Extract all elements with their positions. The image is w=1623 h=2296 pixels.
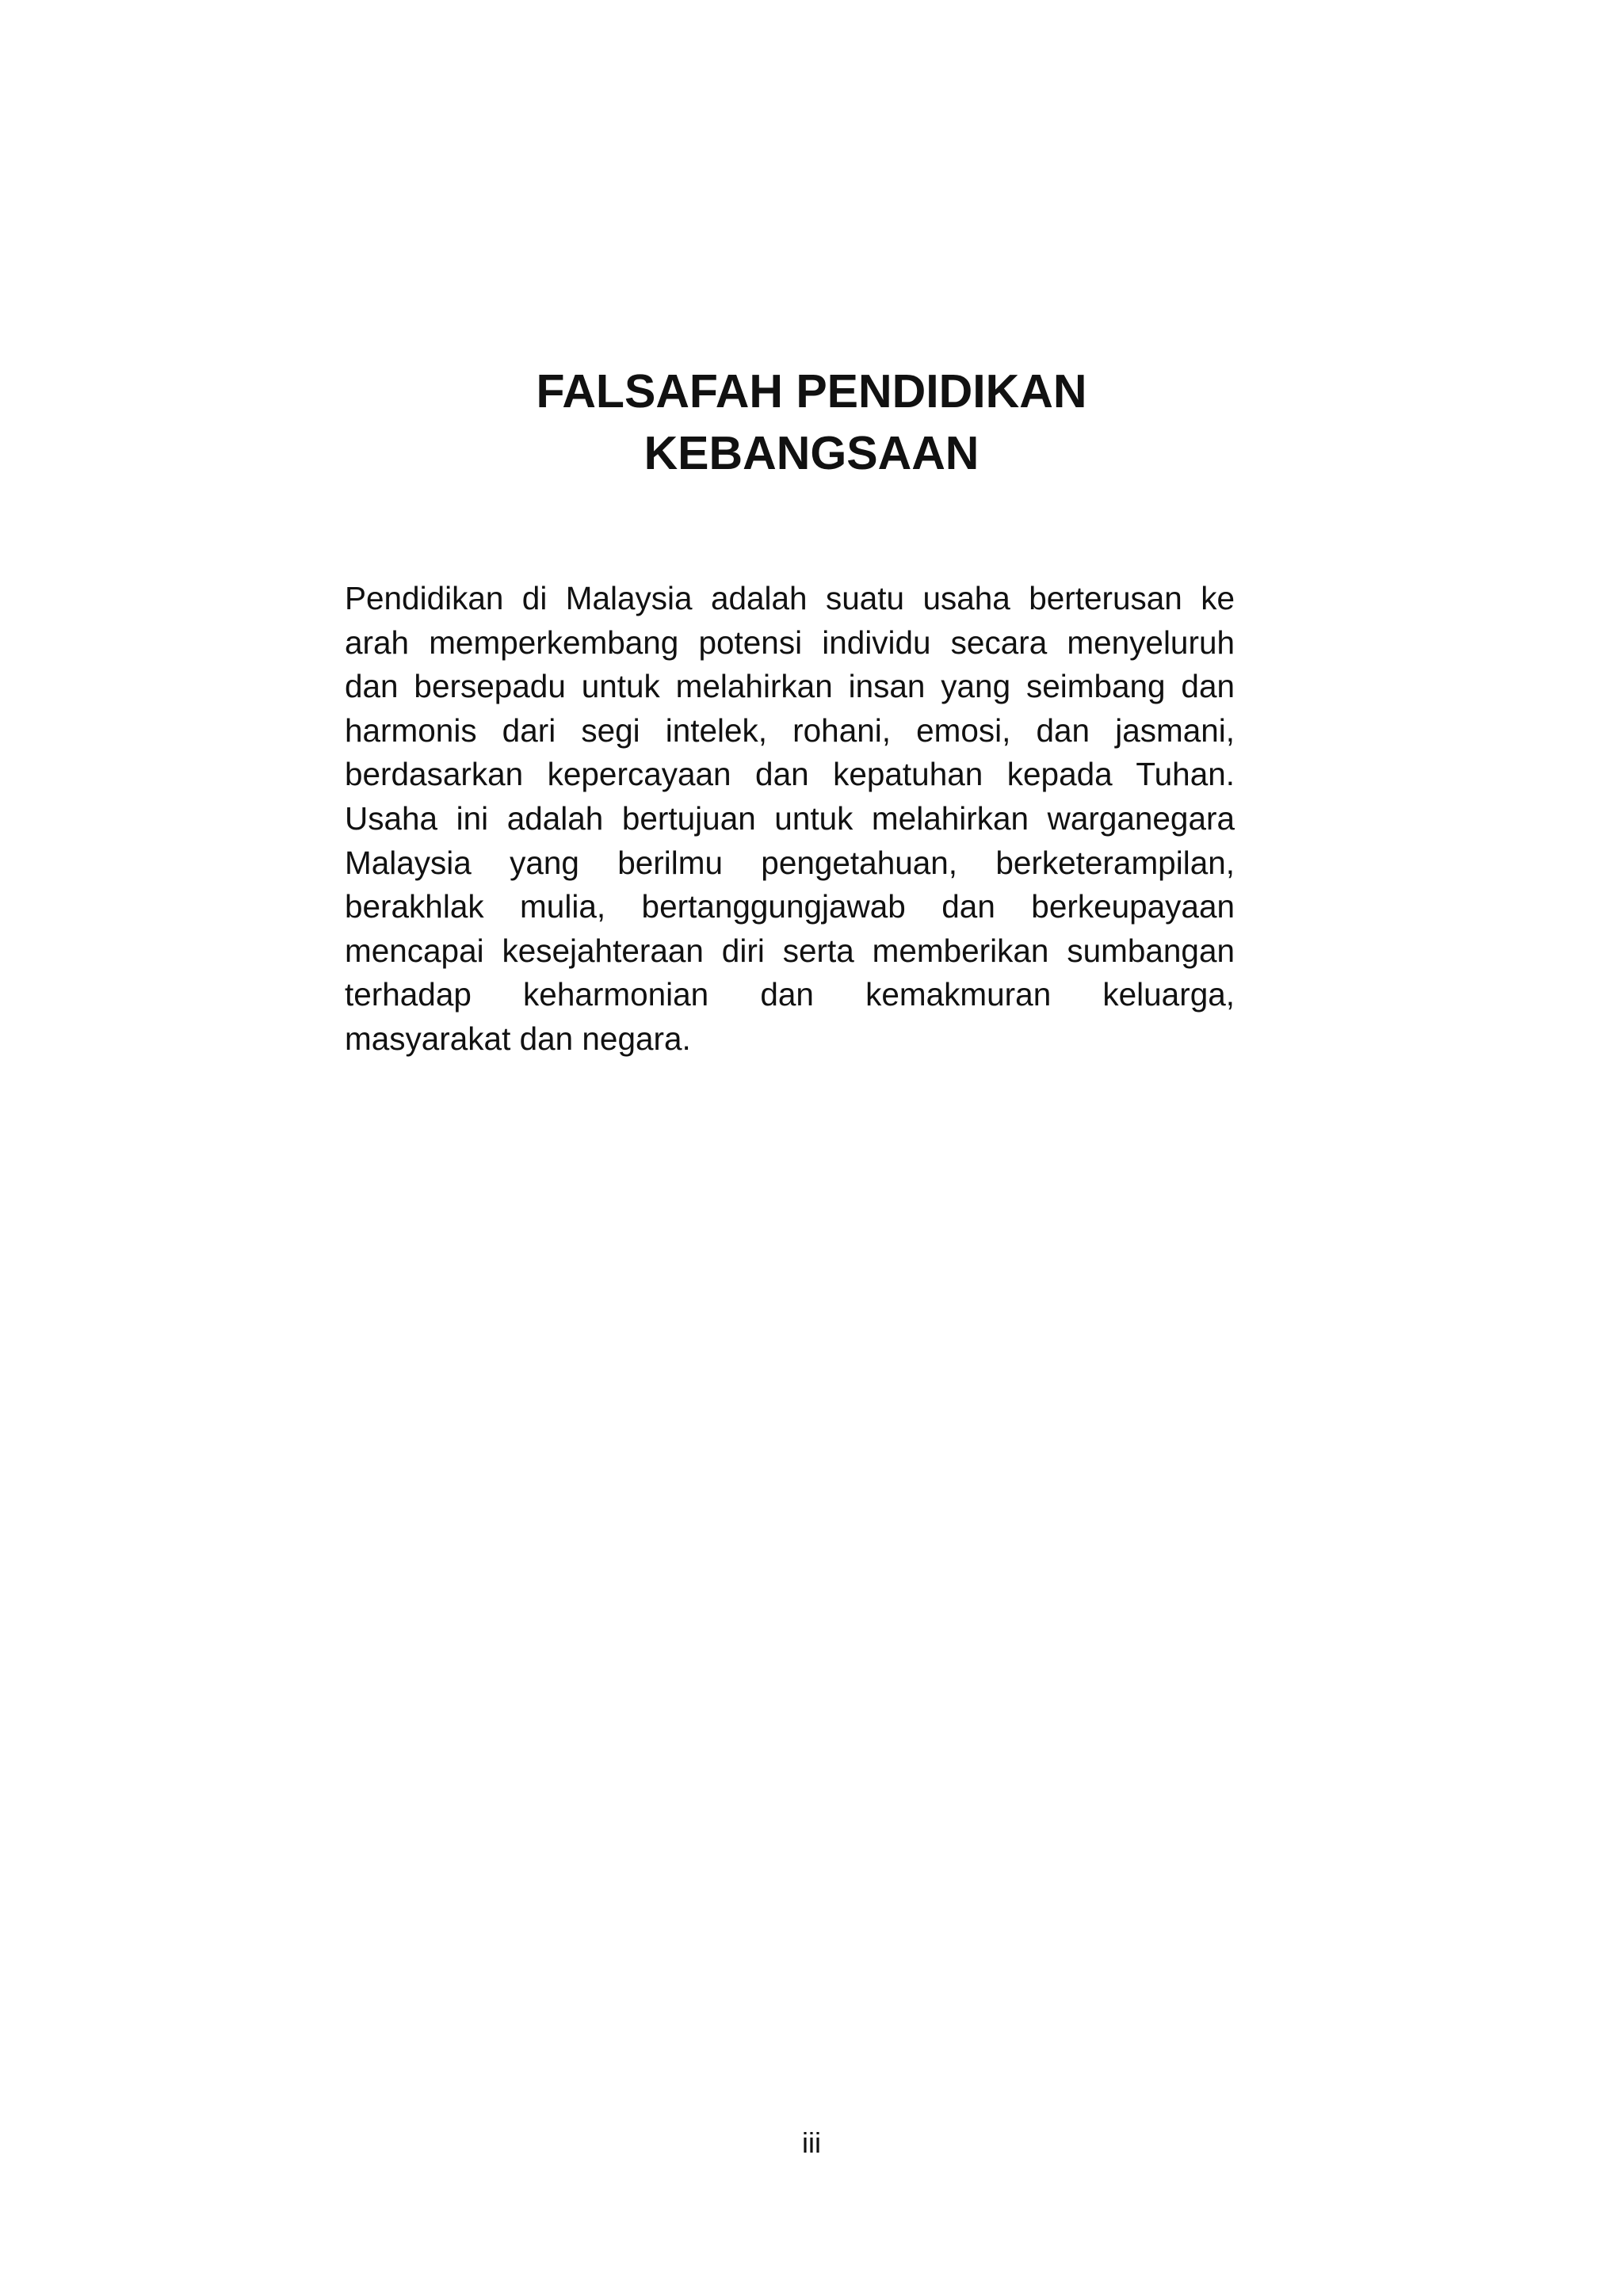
paragraph-line: berakhlak mulia, bertanggungjawab dan berkeupayaan	[345, 888, 1235, 925]
paragraph-line: harmonis dari segi intelek, rohani, emosi, dan jasmani,	[345, 711, 1235, 749]
body-paragraph	[345, 577, 1235, 1062]
title-line: FALSAFAH PENDIDIKAN	[536, 365, 1087, 418]
paragraph-line: Usaha ini adalah bertujuan untuk melahirkan warganegara	[345, 799, 1235, 837]
paragraph-line: arah memperkembang potensi individu secara menyeluruh	[345, 624, 1235, 661]
title-line: KEBANGSAAN	[643, 427, 980, 479]
page-title	[0, 360, 1623, 484]
paragraph-line: terhadap keharmonian dan kemakmuran keluarga,	[345, 976, 1235, 1013]
paragraph-line: Pendidikan di Malaysia adalah suatu usaha berterusan ke	[345, 580, 1235, 616]
page-number: iii	[802, 2126, 821, 2159]
paragraph-line: Malaysia yang berilmu pengetahuan, berketerampilan,	[345, 844, 1235, 881]
paragraph-line: dan bersepadu untuk melahirkan insan yang seimbang dan	[345, 668, 1235, 705]
paragraph-line: mencapai kesejahteraan diri serta memberikan sumbangan	[345, 932, 1235, 969]
paragraph-line: berdasarkan kepercayaan dan kepatuhan kepada Tuhan.	[345, 756, 1235, 793]
paragraph-line: masyarakat dan negara.	[345, 1020, 691, 1057]
